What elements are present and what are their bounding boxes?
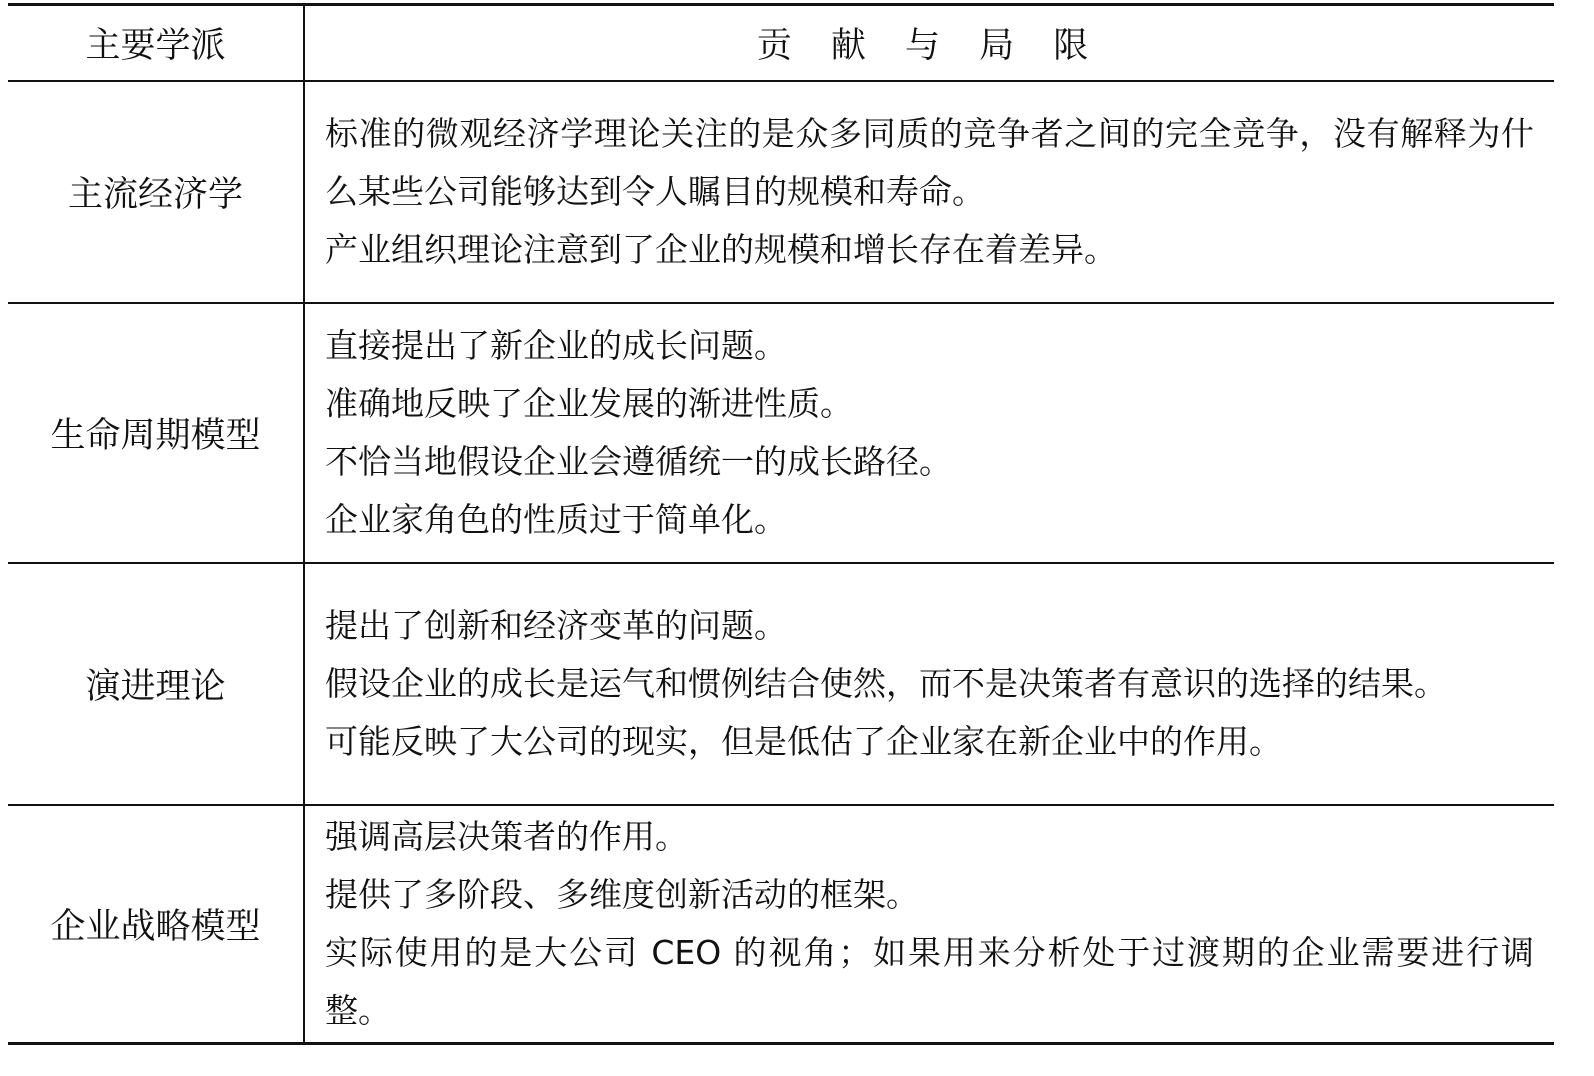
header-row bbox=[8, 5, 1554, 82]
table-row bbox=[8, 805, 1554, 1044]
contribution-cell bbox=[304, 303, 1554, 563]
contribution-line: 提供了多阶段、多维度创新活动的框架。 bbox=[325, 875, 919, 914]
contribution-line: 直接提出了新企业的成长问题。 bbox=[325, 326, 787, 365]
contribution-line: 强调高层决策者的作用。 bbox=[325, 817, 688, 856]
contribution-cell bbox=[304, 805, 1554, 1044]
table-body bbox=[8, 81, 1554, 1044]
contribution-line: 可能反映了大公司的现实，但是低估了企业家在新企业中的作用。 bbox=[325, 722, 1282, 761]
table-row bbox=[8, 81, 1554, 303]
header-school: 主要学派 bbox=[8, 5, 304, 82]
contribution-line: 假设企业的成长是运气和惯例结合使然，而不是决策者有意识的选择的结果。 bbox=[325, 664, 1447, 703]
schools-comparison-table bbox=[8, 3, 1554, 1045]
contribution-cell bbox=[304, 563, 1554, 805]
school-name: 演进理论 bbox=[8, 563, 304, 805]
contribution-line: 标准的微观经济学理论关注的是众多同质的竞争者之间的完全竞争，没有解释为什么某些公司能够达到令人瞩目的规模和寿命。 bbox=[325, 114, 1534, 211]
contribution-line: 企业家角色的性质过于简单化。 bbox=[325, 500, 787, 539]
school-name: 生命周期模型 bbox=[8, 303, 304, 563]
comparison-table-container bbox=[8, 3, 1554, 1045]
table-header bbox=[8, 5, 1554, 82]
school-name: 主流经济学 bbox=[8, 81, 304, 303]
table-row bbox=[8, 563, 1554, 805]
school-name: 企业战略模型 bbox=[8, 805, 304, 1044]
contribution-line: 实际使用的是大公司 CEO 的视角；如果用来分析处于过渡期的企业需要进行调整。 bbox=[325, 933, 1534, 1030]
table-row bbox=[8, 303, 1554, 563]
contribution-line: 提出了创新和经济变革的问题。 bbox=[325, 606, 787, 645]
header-contribution: 贡 献 与 局 限 bbox=[304, 5, 1554, 82]
contribution-cell bbox=[304, 81, 1554, 303]
contribution-line: 产业组织理论注意到了企业的规模和增长存在着差异。 bbox=[325, 230, 1117, 269]
contribution-line: 不恰当地假设企业会遵循统一的成长路径。 bbox=[325, 442, 952, 481]
contribution-line: 准确地反映了企业发展的渐进性质。 bbox=[325, 384, 853, 423]
